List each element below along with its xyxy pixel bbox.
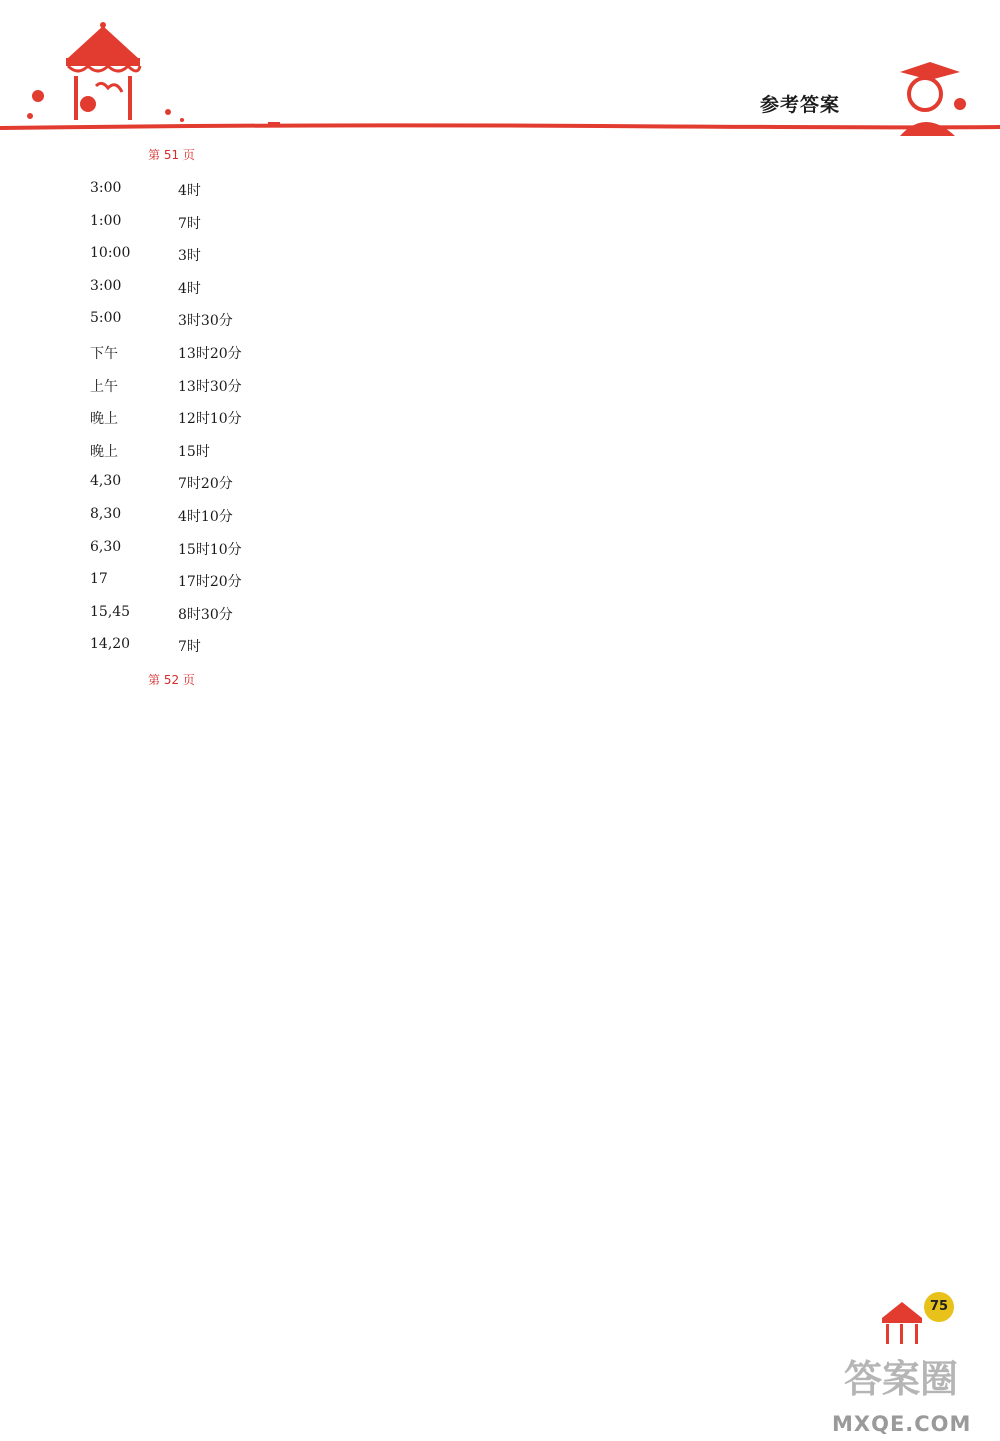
watermark-url: MXQE.COM [832,1412,972,1436]
answer-cell: 12时10分 [178,411,242,428]
answer-cell: 13时20分 [178,346,242,362]
answer-cell: 4时 [178,183,201,199]
answer-cell: 7时 [178,215,201,232]
answer-cell: 10:00 [90,245,131,262]
page-title: 参考答案 [760,94,841,116]
answer-cell: 3时30分 [178,313,233,330]
watermark-logo: 答案圈 [844,1357,959,1401]
answer-cell: 15时10分 [178,541,242,558]
answer-cell: 15时 [178,443,210,460]
answer-cell: 1:00 [90,212,122,229]
answer-cell: 5:00 [90,310,122,327]
answer-cell: 14,20 [90,636,131,653]
answer-cell: 8,30 [90,506,122,522]
kid-illustration [880,58,975,138]
answer-cell: 17 [90,571,108,588]
answer-cell: 13时30分 [178,378,242,395]
section-heading: 第 51 页 [148,148,195,162]
footer-dots [30,1324,900,1330]
answer-cell: 4时10分 [178,509,233,525]
answer-cell: 17时20分 [178,574,242,591]
header-rule [0,122,1000,132]
answer-cell: 7时 [178,639,201,656]
carousel-illustration [8,20,198,132]
answer-cell: 15,45 [90,603,131,620]
answer-cell: 晚上 [90,443,118,460]
answer-cell: 3时 [178,248,201,265]
answer-cell: 晚上 [90,411,118,428]
page-number: 75 [924,1292,954,1322]
answer-cell: 上午 [90,378,118,395]
answer-cell: 7时20分 [178,476,233,493]
answer-cell: 3:00 [90,277,122,294]
answer-cell: 8时30分 [178,606,233,623]
section-heading: 第 52 页 [148,673,195,687]
answer-cell: 下午 [90,346,118,362]
footer-carousel-icon [872,1298,932,1348]
answer-cell: 4时 [178,280,201,297]
answer-cell: 6,30 [90,538,122,555]
answer-cell: 3:00 [90,180,122,196]
answer-cell: 4,30 [90,473,122,490]
